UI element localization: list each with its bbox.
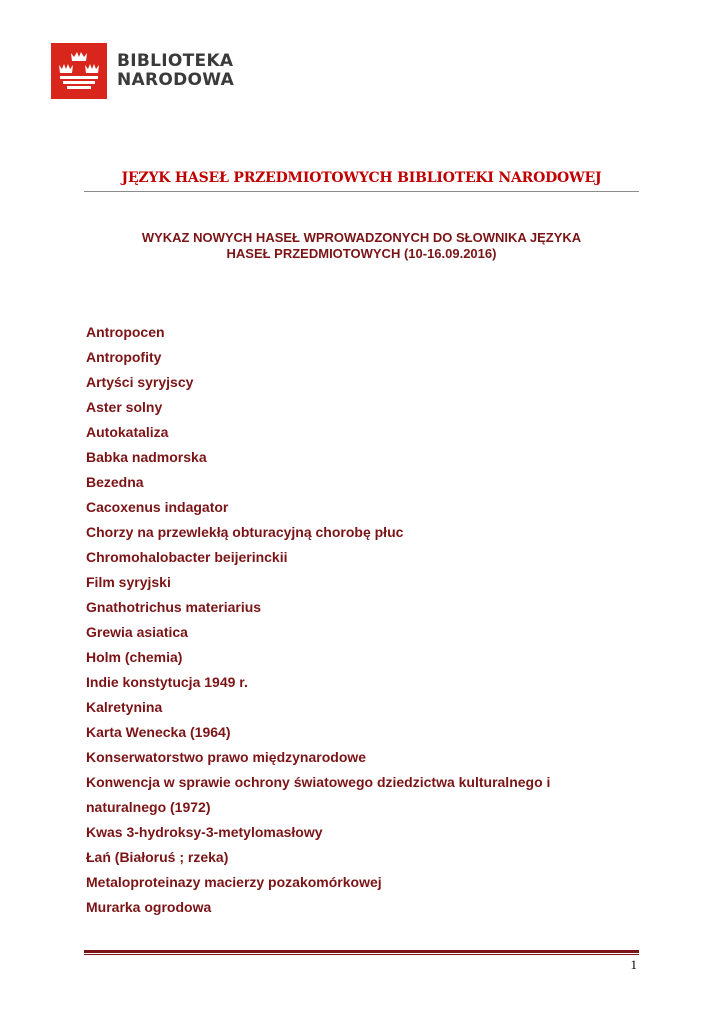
subject-headings-list xyxy=(86,320,550,920)
list-item: Metaloproteinazy macierzy pozakomórkowej xyxy=(86,874,382,890)
list-item: Antropocen xyxy=(86,324,165,340)
list-item: Babka nadmorska xyxy=(86,449,207,465)
list-item: Film syryjski xyxy=(86,574,171,590)
document-title: JĘZYK HASEŁ PRZEDMIOTOWYCH BIBLIOTEKI NARODOWEJ xyxy=(121,170,602,186)
list-item: Konserwatorstwo prawo międzynarodowe xyxy=(86,749,367,765)
list-item: Bezedna xyxy=(86,474,144,490)
logo-line-2: NARODOWA xyxy=(117,70,235,90)
list-item: Łań (Białoruś ; rzeka) xyxy=(86,849,229,865)
list-item: Indie konstytucja 1949 r. xyxy=(86,674,248,690)
title-divider xyxy=(84,191,639,192)
list-item: Konwencja w sprawie ochrony światowego dziedzictwa kulturalnego i xyxy=(86,774,551,790)
list-item: Autokataliza xyxy=(86,424,169,440)
document-subtitle xyxy=(84,230,639,262)
list-item: Murarka ogrodowa xyxy=(86,899,212,915)
crowns-icon xyxy=(51,43,107,99)
list-item: Kalretynina xyxy=(86,699,163,715)
biblioteka-narodowa-logo xyxy=(51,43,234,99)
subtitle-line-1: WYKAZ NOWYCH HASEŁ WPROWADZONYCH DO SŁOWNIKA JĘZYKA xyxy=(141,230,582,245)
list-item: Antropofity xyxy=(86,349,162,365)
list-item: Grewia asiatica xyxy=(86,624,188,640)
list-item: Gnathotrichus materiarius xyxy=(86,599,262,615)
list-item: naturalnego (1972) xyxy=(86,799,211,815)
list-item: Holm (chemia) xyxy=(86,649,183,665)
subtitle-line-2: HASEŁ PRZEDMIOTOWYCH (10-16.09.2016) xyxy=(226,246,497,261)
logo-wordmark xyxy=(117,52,234,90)
list-item: Cacoxenus indagator xyxy=(86,499,229,515)
list-item: Chorzy na przewlekłą obturacyjną chorobę płuc xyxy=(86,524,404,540)
page-number: 1 xyxy=(630,957,637,972)
list-item: Kwas 3-hydroksy-3-metylomasłowy xyxy=(86,824,323,840)
list-item: Chromohalobacter beijerinckii xyxy=(86,549,288,565)
list-item: Aster solny xyxy=(86,399,163,415)
list-item: Artyści syryjscy xyxy=(86,374,194,390)
logo-line-1: BIBLIOTEKA xyxy=(117,51,234,71)
footer-divider xyxy=(84,950,639,955)
list-item: Karta Wenecka (1964) xyxy=(86,724,231,740)
